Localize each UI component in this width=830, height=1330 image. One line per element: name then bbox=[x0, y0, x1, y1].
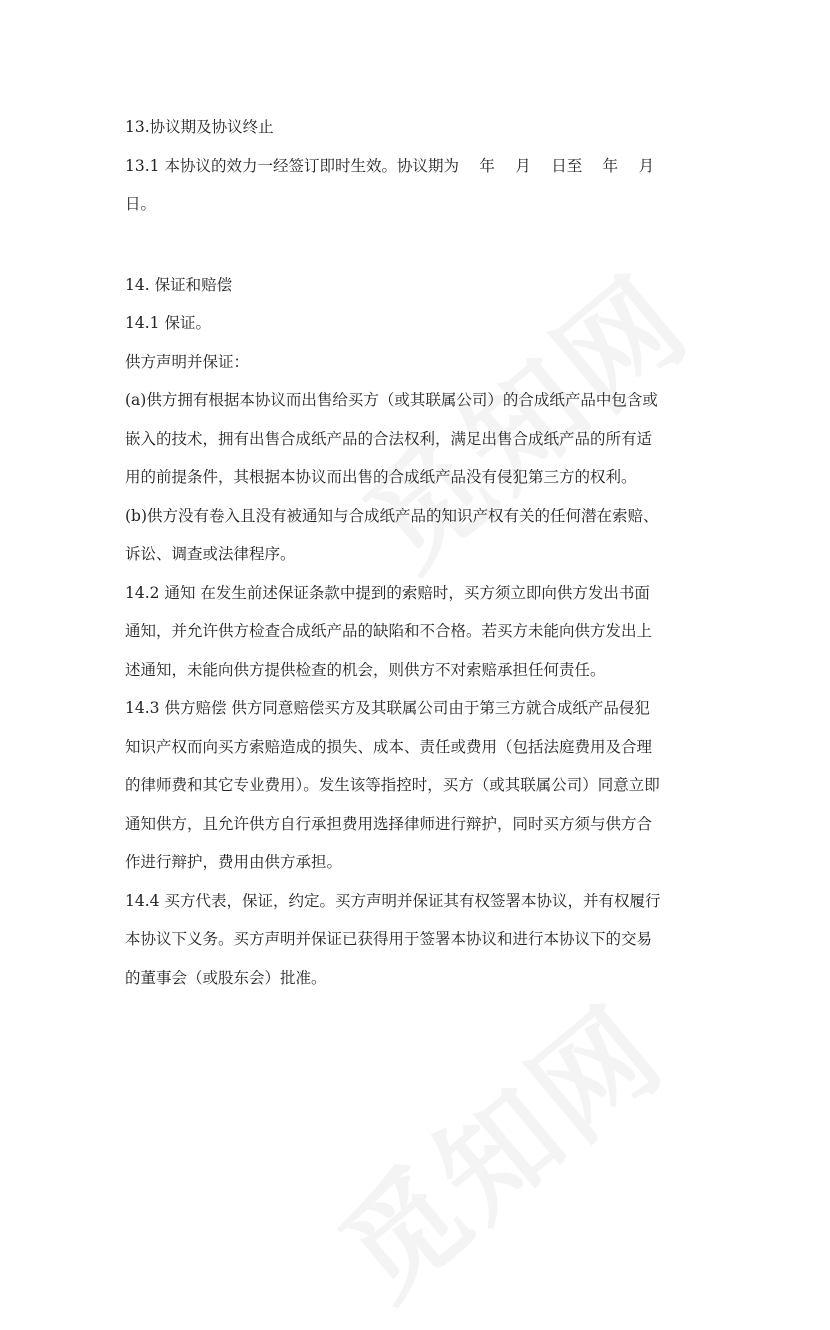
paragraph-line: 用的前提条件，其根据本协议而出售的合成纸产品没有侵犯第三方的权利。 bbox=[125, 468, 637, 486]
clause-14-2: 14.2 通知 在发生前述保证条款中提到的索赔时，买方须立即向供方发出书面 bbox=[125, 583, 650, 602]
section-spacer bbox=[125, 224, 715, 266]
clause-14-3: 14.3 供方赔偿 供方同意赔偿买方及其联属公司由于第三方就合成纸产品侵犯 bbox=[125, 699, 650, 717]
section-14-heading: 14. 保证和赔偿 bbox=[125, 275, 233, 294]
paragraph-line: 作进行辩护，费用由供方承担。 bbox=[125, 853, 343, 871]
paragraph-line: 供方声明并保证： bbox=[125, 352, 250, 371]
clause-14-4: 14.4 买方代表，保证，约定。买方声明并保证其有权签署本协议，并有权履行 bbox=[125, 891, 661, 910]
paragraph-line: 本协议下义务。买方声明并保证已获得用于签署本协议和进行本协议下的交易 bbox=[125, 930, 653, 948]
clause-13-1-continued: 日。 bbox=[125, 195, 157, 213]
paragraph-line: 诉讼、调查或法律程序。 bbox=[125, 545, 296, 563]
document-body bbox=[125, 108, 715, 997]
paragraph-line: (a)供方拥有根据本协议而出售给买方（或其联属公司）的合成纸产品中包含或 bbox=[125, 391, 658, 409]
paragraph-line: 的律师费和其它专业费用）。发生该等指控时，买方（或其联属公司）同意立即 bbox=[125, 776, 660, 794]
paragraph-line: 知识产权而向买方索赔造成的损失、成本、责任或费用（包括法庭费用及合理 bbox=[125, 737, 653, 756]
paragraph-line: 通知供方，且允许供方自行承担费用选择律师进行辩护，同时买方须与供方合 bbox=[125, 814, 653, 833]
paragraph-line: 嵌入的技术，拥有出售合成纸产品的合法权利，满足出售合成纸产品的所有适 bbox=[125, 429, 653, 448]
paragraph-line: 通知，并允许供方检查合成纸产品的缺陷和不合格。若买方未能向供方发出上 bbox=[125, 622, 653, 640]
paragraph-line: 述通知，未能向供方提供检查的机会，则供方不对索赔承担任何责任。 bbox=[125, 660, 606, 679]
paragraph-line: 的董事会（或股东会）批准。 bbox=[125, 968, 327, 987]
clause-13-1: 13.1 本协议的效力一经签订即时生效。协议期为 年 月 日至 年 月 bbox=[125, 156, 655, 175]
watermark bbox=[299, 960, 693, 1329]
clause-14-1-heading: 14.1 保证。 bbox=[125, 314, 211, 332]
paragraph-line: (b)供方没有卷入且没有被通知与合成纸产品的知识产权有关的任何潜在索赔、 bbox=[125, 506, 659, 525]
section-13-heading: 13.协议期及协议终止 bbox=[125, 118, 274, 136]
